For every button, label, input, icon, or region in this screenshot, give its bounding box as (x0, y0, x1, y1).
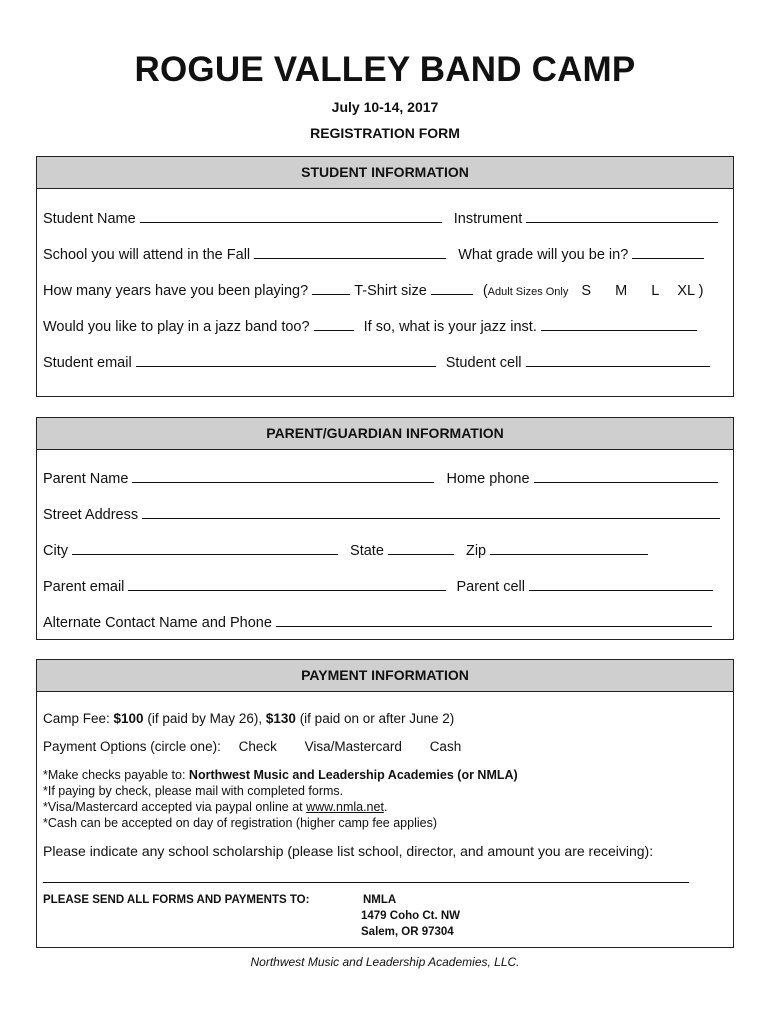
note-mail: *If paying by check, please mail with completed forms. (43, 784, 344, 798)
zip-label: Zip (465, 543, 487, 559)
school-field[interactable] (254, 245, 446, 259)
sizes-note: Adult Sizes Only (487, 286, 569, 298)
payment-options-label: Payment Options (circle one): (43, 739, 221, 754)
city-state-zip-row (43, 541, 648, 559)
school-row (43, 245, 704, 263)
page-title: ROGUE VALLEY BAND CAMP (134, 50, 636, 89)
student-name-label: Student Name (43, 211, 136, 227)
parent-name-field[interactable] (132, 469, 434, 483)
scholarship-field[interactable] (43, 882, 689, 883)
note-visa (43, 800, 387, 814)
parent-information-section (36, 417, 734, 640)
parent-name-label: Parent Name (43, 471, 129, 487)
alternate-contact-row (43, 613, 712, 631)
years-tshirt-row (43, 281, 703, 299)
camp-fee-late-note: (if paid on or after June 2) (295, 711, 455, 726)
footer-organization: Northwest Music and Leadership Academies, LLC. (250, 955, 520, 969)
instrument-label: Instrument (453, 211, 523, 227)
street-address-field[interactable] (142, 505, 720, 519)
jazz-instrument-label: If so, what is your jazz inst. (363, 319, 537, 335)
student-email-field[interactable] (136, 353, 436, 367)
address-line-3: Salem, OR 97304 (361, 926, 454, 938)
camp-dates: July 10-14, 2017 (331, 99, 439, 115)
state-field[interactable] (388, 541, 454, 555)
size-option-m[interactable]: M (615, 283, 628, 299)
address-line-1: NMLA (363, 894, 397, 906)
parent-cell-field[interactable] (529, 577, 713, 591)
street-row (43, 505, 720, 523)
tshirt-size-label: T-Shirt size (354, 283, 427, 299)
jazz-band-field[interactable] (314, 317, 354, 331)
jazz-band-label: Would you like to play in a jazz band too? (43, 319, 310, 335)
instrument-field[interactable] (526, 209, 718, 223)
school-label: School you will attend in the Fall (43, 247, 251, 263)
grade-label: What grade will you be in? (458, 247, 629, 263)
nmla-website-link[interactable]: www.nmla.net (306, 800, 384, 814)
tshirt-size-field[interactable] (431, 281, 473, 295)
years-playing-label: How many years have you been playing? (43, 283, 309, 299)
street-address-label: Street Address (43, 507, 139, 523)
student-cell-field[interactable] (526, 353, 710, 367)
size-option-s[interactable]: S (581, 283, 592, 299)
city-field[interactable] (72, 541, 338, 555)
student-email-label: Student email (43, 355, 132, 371)
city-label: City (43, 543, 68, 559)
note-visa-suffix: . (383, 800, 388, 814)
note-checks (43, 768, 518, 782)
note-cash: *Cash can be accepted on day of registration (higher camp fee applies) (43, 816, 437, 830)
parent-contact-row (43, 577, 713, 595)
student-information-section (36, 156, 734, 397)
payment-option-cash[interactable]: Cash (429, 739, 462, 754)
zip-field[interactable] (490, 541, 648, 555)
student-name-field[interactable] (140, 209, 442, 223)
jazz-instrument-field[interactable] (541, 317, 697, 331)
parent-email-label: Parent email (43, 579, 125, 595)
student-section-heading: STUDENT INFORMATION (37, 157, 733, 189)
camp-fee-late: $130 (265, 711, 296, 726)
camp-fee-early-note: (if paid by May 26), (143, 711, 266, 726)
payment-option-card[interactable]: Visa/Mastercard (304, 739, 402, 754)
note-checks-prefix: *Make checks payable to: (43, 768, 189, 782)
alternate-contact-field[interactable] (276, 613, 712, 627)
note-checks-payee: Northwest Music and Leadership Academies (or NMLA) (188, 768, 518, 782)
student-name-row (43, 209, 718, 227)
payment-options-row (43, 739, 461, 754)
payment-section-heading: PAYMENT INFORMATION (37, 660, 733, 692)
sizes-note-open: ( (482, 283, 488, 299)
size-option-l[interactable]: L (651, 283, 660, 299)
note-visa-prefix: *Visa/Mastercard accepted via paypal online at (43, 800, 307, 814)
send-to-label: PLEASE SEND ALL FORMS AND PAYMENTS TO: (43, 894, 310, 906)
payment-option-check[interactable]: Check (238, 739, 277, 754)
grade-field[interactable] (632, 245, 704, 259)
size-option-xl[interactable]: XL ) (677, 283, 704, 299)
payment-information-section (36, 659, 734, 948)
scholarship-label: Please indicate any school scholarship (please list school, director, and amount you are receiving): (43, 843, 654, 859)
camp-fee-early: $100 (113, 711, 144, 726)
student-cell-label: Student cell (445, 355, 522, 371)
camp-fee-row (43, 711, 454, 726)
form-name: REGISTRATION FORM (310, 125, 460, 141)
parent-name-row (43, 469, 718, 487)
camp-fee-prefix: Camp Fee: (43, 711, 114, 726)
parent-cell-label: Parent cell (456, 579, 525, 595)
years-playing-field[interactable] (312, 281, 350, 295)
home-phone-label: Home phone (446, 471, 530, 487)
address-line-2: 1479 Coho Ct. NW (361, 910, 461, 922)
parent-section-heading: PARENT/GUARDIAN INFORMATION (37, 418, 733, 450)
jazz-row (43, 317, 697, 335)
student-contact-row (43, 353, 710, 371)
alternate-contact-label: Alternate Contact Name and Phone (43, 615, 272, 631)
state-label: State (350, 543, 384, 559)
home-phone-field[interactable] (534, 469, 718, 483)
parent-email-field[interactable] (128, 577, 446, 591)
